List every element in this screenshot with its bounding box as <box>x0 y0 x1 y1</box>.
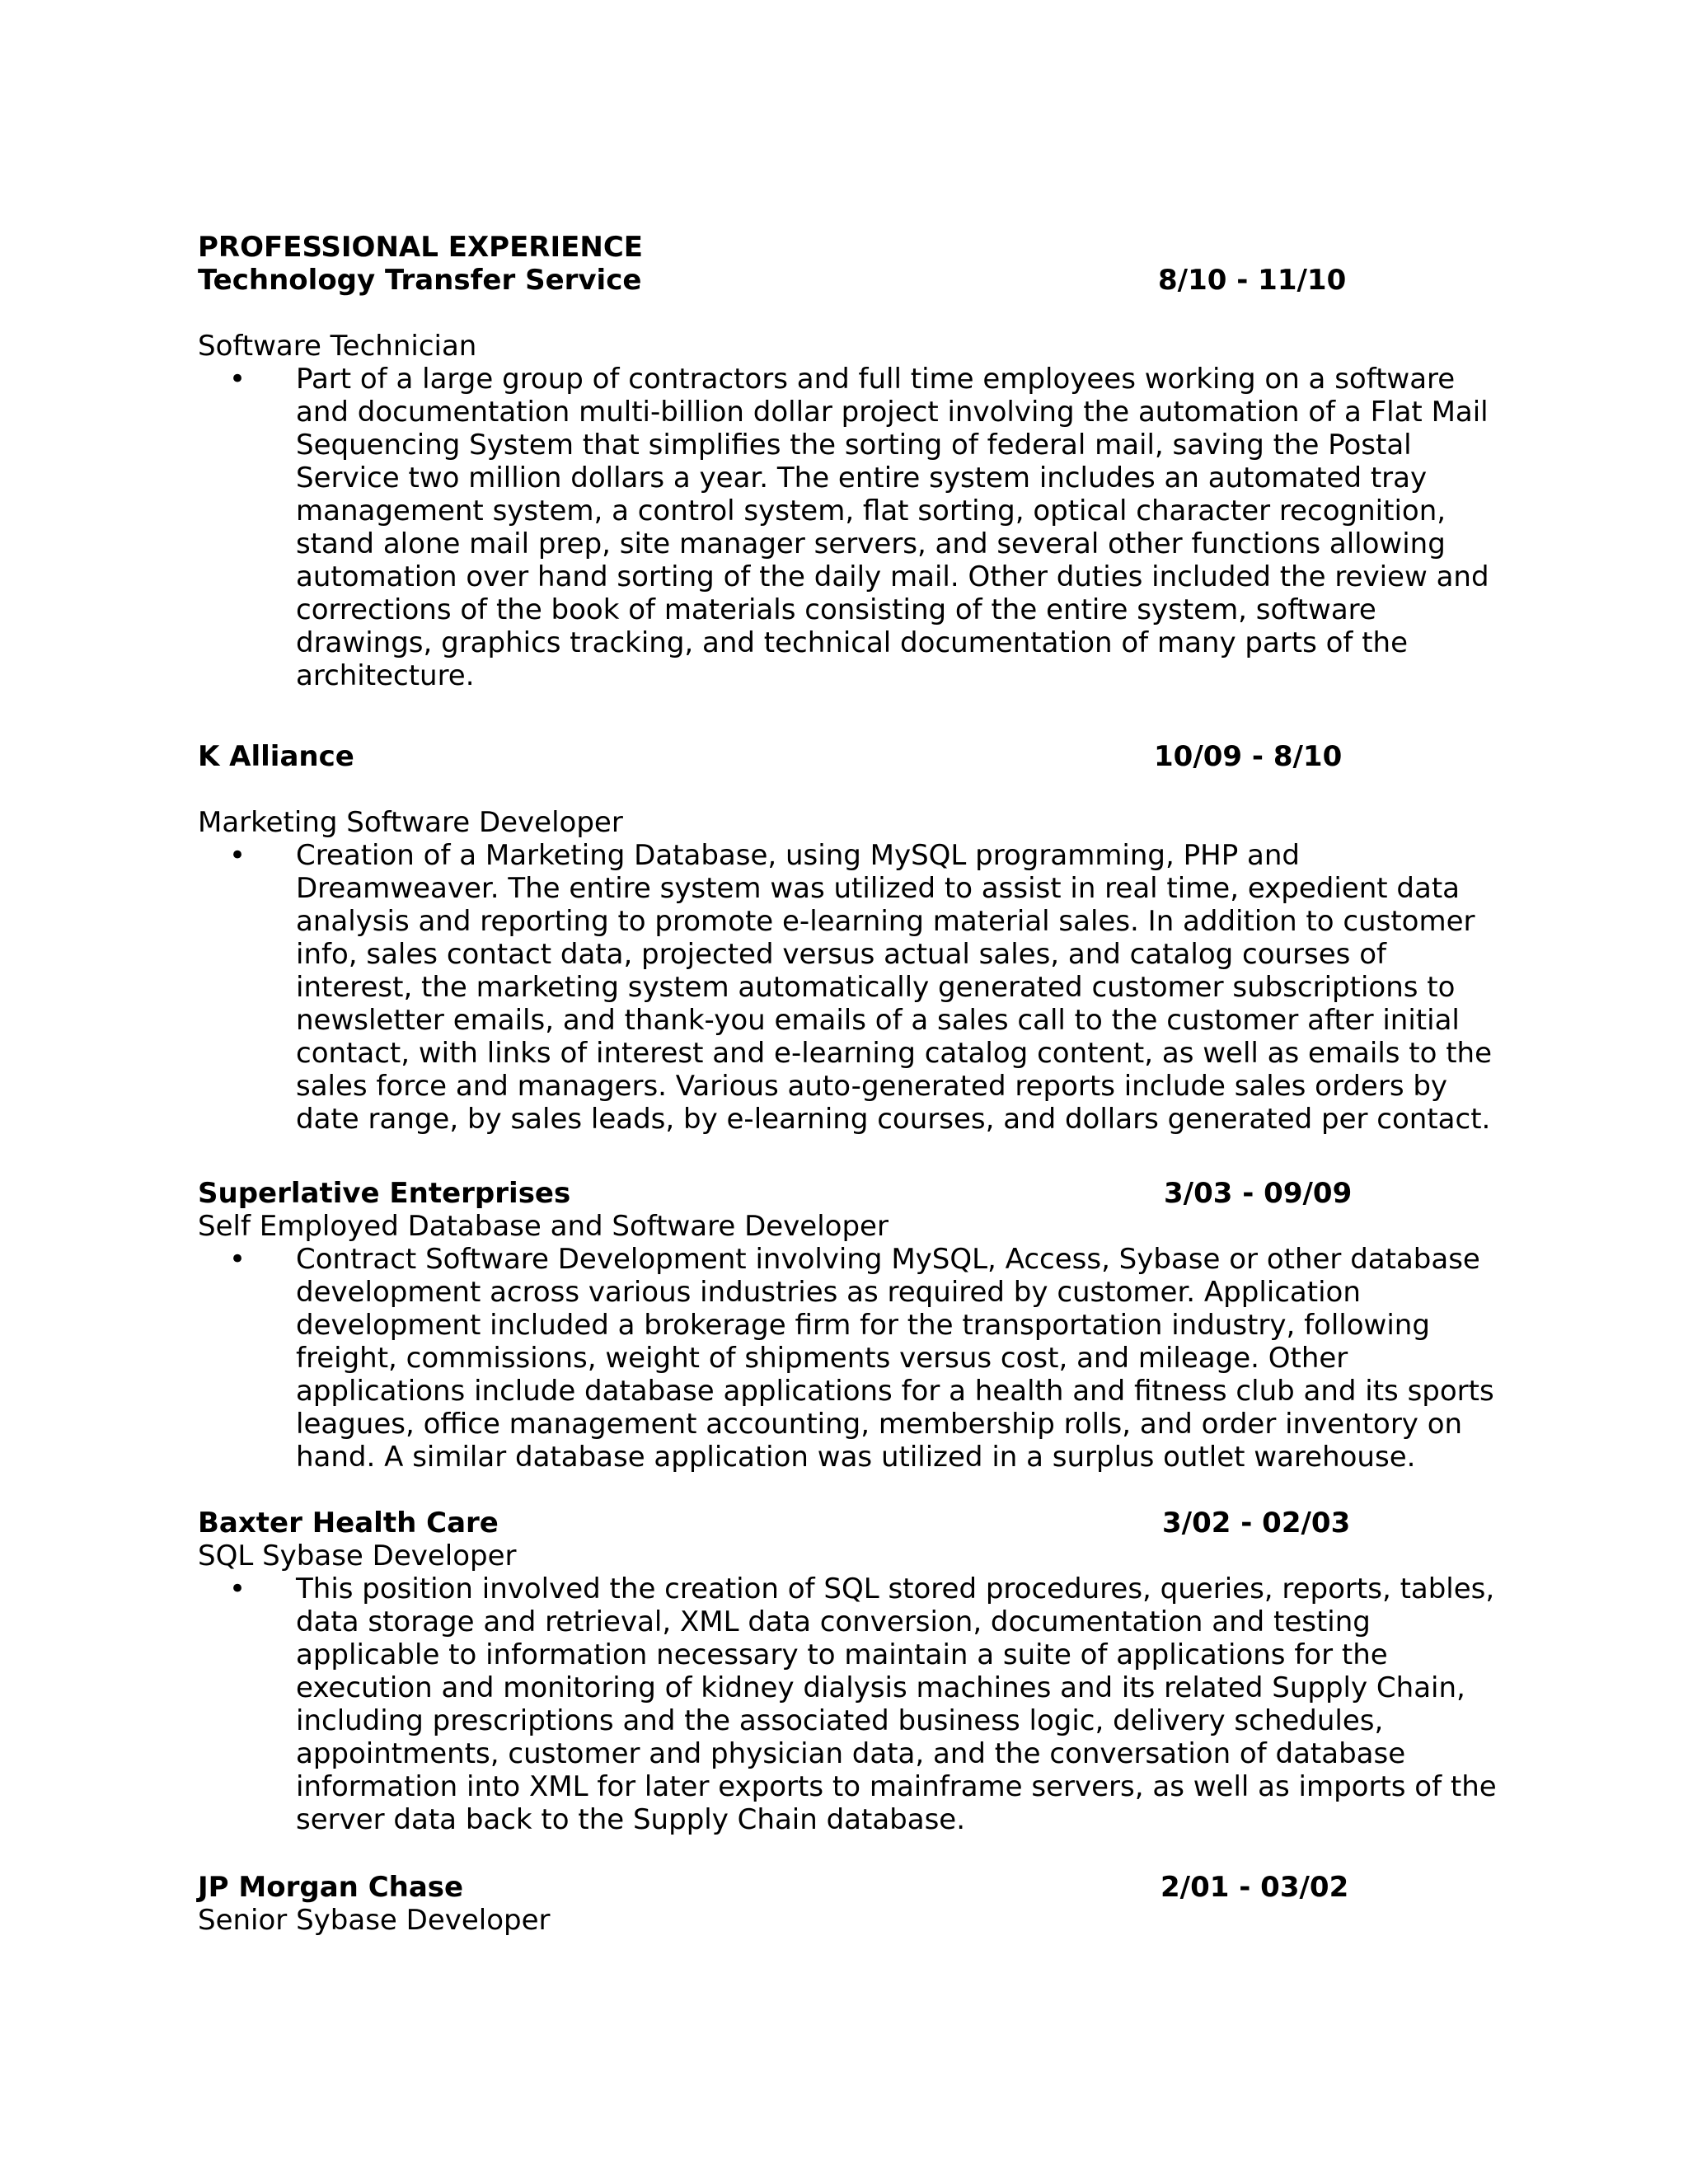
bullet-line: drawings, graphics tracking, and technical documentation of many parts of the <box>296 626 1409 659</box>
bullet-line: architecture. <box>296 659 475 692</box>
job-bullet <box>198 363 1492 692</box>
bullet-line: interest, the marketing system automatically generated customer subscriptions to <box>296 971 1456 1004</box>
bullet-line: contact, with links of interest and e-learning catalog content, as well as emails to the <box>296 1037 1493 1070</box>
bullet-line: corrections of the book of materials consisting of the entire system, software <box>296 593 1376 626</box>
job-role: Senior Sybase Developer <box>198 1904 551 1937</box>
job-dates: 10/09 - 8/10 <box>1154 740 1343 773</box>
bullet-line: freight, commissions, weight of shipments versus cost, and mileage. Other <box>296 1342 1348 1375</box>
bullet-line: Creation of a Marketing Database, using MySQL programming, PHP and <box>296 839 1300 872</box>
job-dates: 3/03 - 09/09 <box>1164 1177 1353 1210</box>
bullet-line: development included a brokerage firm for the transportation industry, following <box>296 1309 1430 1342</box>
job-entry-superlative-enterprises <box>198 1177 1492 1474</box>
bullet-line: Contract Software Development involving MySQL, Access, Sybase or other database <box>296 1243 1480 1276</box>
company-name: Technology Transfer Service <box>198 264 642 297</box>
company-name: JP Morgan Chase <box>198 1871 464 1904</box>
bullet-line: applicable to information necessary to maintain a suite of applications for the <box>296 1638 1388 1671</box>
job-role: SQL Sybase Developer <box>198 1540 517 1572</box>
bullet-line: info, sales contact data, projected versus actual sales, and catalog courses of <box>296 938 1386 971</box>
bullet-line: Service two million dollars a year. The entire system includes an automated tray <box>296 462 1428 494</box>
job-dates: 3/02 - 02/03 <box>1162 1507 1351 1540</box>
bullet-line: date range, by sales leads, by e-learning courses, and dollars generated per contact. <box>296 1103 1491 1136</box>
bullet-line: Sequencing System that simplifies the sorting of federal mail, saving the Postal <box>296 429 1412 462</box>
bullet-dot: • <box>229 839 246 872</box>
job-entry-jp-morgan-chase <box>198 1871 1492 1937</box>
bullet-line: server data back to the Supply Chain database. <box>296 1803 966 1836</box>
company-name: Superlative Enterprises <box>198 1177 571 1210</box>
job-bullet <box>198 1572 1497 1836</box>
job-header <box>198 1871 1492 1904</box>
bullet-line: stand alone mail prep, site manager servers, and several other functions allowing <box>296 527 1446 560</box>
bullet-line: analysis and reporting to promote e-learning material sales. In addition to customer <box>296 905 1475 938</box>
company-name: K Alliance <box>198 740 354 773</box>
job-header <box>198 1177 1492 1210</box>
bullet-dot: • <box>229 363 246 396</box>
job-bullet <box>198 1243 1492 1474</box>
job-role: Marketing Software Developer <box>198 806 623 839</box>
bullet-line: including prescriptions and the associated business logic, delivery schedules, <box>296 1704 1384 1737</box>
bullet-dot: • <box>229 1572 246 1605</box>
job-dates: 2/01 - 03/02 <box>1160 1871 1349 1904</box>
bullet-line: data storage and retrieval, XML data conversion, documentation and testing <box>296 1605 1371 1638</box>
section-title: PROFESSIONAL EXPERIENCE <box>198 231 643 264</box>
job-header <box>198 740 1492 773</box>
bullet-line: applications include database applications for a health and fitness club and its sports <box>296 1375 1494 1408</box>
job-entry-technology-transfer-service <box>198 264 1492 692</box>
job-bullet <box>198 839 1492 1136</box>
job-role: Software Technician <box>198 330 477 363</box>
bullet-line: automation over hand sorting of the daily mail. Other duties included the review and <box>296 560 1489 593</box>
bullet-line: Dreamweaver. The entire system was utilized to assist in real time, expedient data <box>296 872 1460 905</box>
bullet-line: execution and monitoring of kidney dialysis machines and its related Supply Chain, <box>296 1671 1465 1704</box>
job-entry-baxter-health-care <box>198 1507 1497 1836</box>
bullet-line: and documentation multi-billion dollar project involving the automation of a Flat Mail <box>296 396 1489 429</box>
bullet-line: development across various industries as required by customer. Application <box>296 1276 1361 1309</box>
bullet-dot: • <box>229 1243 246 1276</box>
bullet-line: leagues, office management accounting, membership rolls, and order inventory on <box>296 1408 1463 1441</box>
job-header <box>198 1507 1492 1540</box>
bullet-line: appointments, customer and physician data, and the conversation of database <box>296 1737 1406 1770</box>
bullet-line: Part of a large group of contractors and full time employees working on a software <box>296 363 1456 396</box>
job-dates: 8/10 - 11/10 <box>1158 264 1347 297</box>
bullet-line: newsletter emails, and thank-you emails of a sales call to the customer after initial <box>296 1004 1460 1037</box>
bullet-line: sales force and managers. Various auto-generated reports include sales orders by <box>296 1070 1448 1103</box>
company-name: Baxter Health Care <box>198 1507 499 1540</box>
job-entry-k-alliance <box>198 740 1492 1136</box>
job-header <box>198 264 1492 297</box>
bullet-line: This position involved the creation of SQL stored procedures, queries, reports, tables, <box>296 1572 1495 1605</box>
bullet-line: information into XML for later exports to mainframe servers, as well as imports of the <box>296 1770 1497 1803</box>
bullet-line: management system, a control system, flat sorting, optical character recognition, <box>296 494 1447 527</box>
bullet-line: hand. A similar database application was utilized in a surplus outlet warehouse. <box>296 1441 1416 1474</box>
job-role: Self Employed Database and Software Developer <box>198 1210 889 1243</box>
